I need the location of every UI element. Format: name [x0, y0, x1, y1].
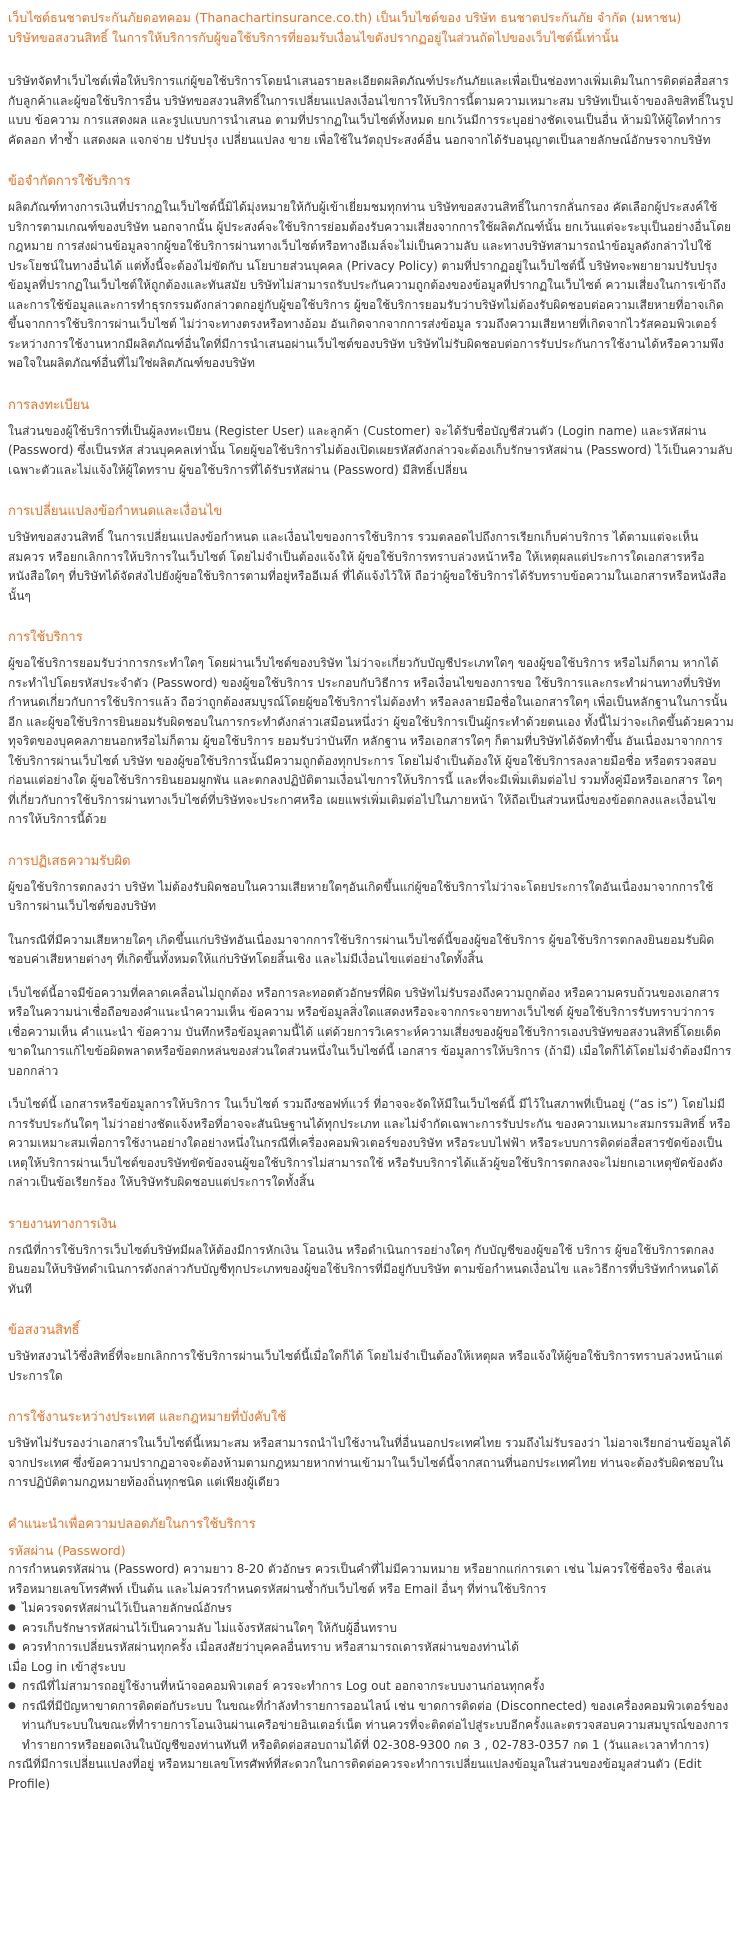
login-label: เมื่อ Log in เข้าสู่ระบบ — [8, 1659, 126, 1674]
section-heading: การใช้บริการ — [8, 630, 83, 645]
section-heading: ข้อสงวนสิทธิ์ — [8, 1323, 80, 1338]
section-paragraph: ผู้ขอใช้บริการตกลงว่า บริษัท ไม่ต้องรับผิดชอบในความเสียหายใดๆอันเกิดขึ้นแก่ผู้ขอใช้บริการไม่ว่าจะโดยประการใดอันเนื่องมาจากการใช้บริการผ่านเว็บไซต์ของบริษัท — [8, 879, 714, 913]
section-paragraph: กรณีที่การใช้บริการเว็บไซต์บริษัทมีผลให้ต้องมีการหักเงิน โอนเงิน หรือดำเนินการอย่างใดๆ กับบัญชีของผู้ขอใช้ บริการ ผู้ขอใช้บริการตกลงยินยอมให้บริษัทดำเนินการดังกล่าวกับบัญชีทุกประเภทของผู้ขอใช้บริการที่มีอยู่กับบริษัท ตามข้อกำหนดเงื่อนไข และวิธีการที่บริษัทกำหนดได้ทันที — [8, 1242, 719, 1296]
list-item: ● ควรทำการเปลี่ยนรหัสผ่านทุกครั้ง เมื่อสงสัยว่าบุคคลอื่นทราบ หรือสามารถเดารหัสผ่านของท่านได้ — [8, 1638, 734, 1658]
section-paragraph: ผลิตภัณฑ์ทางการเงินที่ปรากฏในเว็บไซต์นี้มิได้มุ่งหมายให้กับผู้เข้าเยี่ยมชมทุกท่าน บริษัทขอสงวนสิทธิ์ในการกลั่นกรอง คัดเลือกผู้ประสงค์ใช้บริการตามเกณฑ์ของบริษัท นอกจากนั้น ผู้ประสงค์จะใช้บริการย่อมต้องรับความเสี่ยงจากการใช้ผลิตภัณฑ์นั้น ยกเว้นแต่จะระบุเป็นอย่างอื่นโดยกฎหมาย การส่งผ่านข้อมูลจากผู้ขอใช้บริการผ่านทางเว็บไซต์หรือทางอีเมล์จะไม่เป็นความลับ และทางบริษัทสามารถนำข้อมูลดังกล่าวไปใช้ประโยชน์ในทางอื่นได้ แต่ทั้งนี้จะต้องไม่ขัดกับ นโยบายส่วนบุคคล (Privacy Policy) ตามที่ปรากฏอยู่ในเว็บไซต์นี้ บริษัทจะพยายามปรับปรุงข้อมูลที่ปรากฏในเว็บไซต์ให้ถูกต้องและทันสมัย บริษัทไม่สามารถรับประกันความถูกต้องของข้อมูลที่ปรากฏในเว็บไซต์ ความเสี่ยงในการเข้าถึงและการใช้ข้อมูลและการทำธุรกรรมดังกล่าวตกอยู่กับผู้ขอใช้บริการ ผู้ขอใช้บริการยอมรับว่าบริษัทไม่ต้องรับผิดชอบต่อความเสียหายที่อาจเกิดขึ้นจากการใช้บริการผ่านเว็บไซต์ ไม่ว่าจะทางตรงหรือทางอ้อม อันเกิดจากจากการส่งข้อมูล รวมถึงความเสียหายที่เกิดจากไวรัสคอมพิวเตอร์ ระหว่างการใช้งานหากมีผลิตภัณฑ์อื่นใดที่มีการนำเสนอผ่านเว็บไซต์ของบริษัท บริษัทไม่รับผิดชอบต่อการรับประกันการใช้งานได้หรือความพึงพอใจในผลิตภัณฑ์อื่นที่ไม่ใช่ผลิตภัณฑ์ของบริษัท — [8, 200, 732, 370]
intro-line-1: เว็บไซต์ธนชาตประกันภัยดอทคอม (Thanachartinsurance.co.th) เป็นเว็บไซต์ของ บริษัท ธนชาตประกันภัย จำกัด (มหาชน) — [8, 10, 682, 25]
profile-update-text: กรณีที่มีการเปลี่ยนแปลงที่อยู่ หรือหมายเลขโทรศัพท์ที่สะดวกในการติดต่อควรจะทำการเปลี่ยนแปลงข้อมูลในส่วนของข้อมูลส่วนตัว (Edit Profile) — [8, 1757, 702, 1791]
terms-sections — [8, 172, 734, 1493]
section-paragraph: ผู้ขอใช้บริการยอมรับว่าการกระทำใดๆ โดยผ่านเว็บไซต์ของบริษัท ไม่ว่าจะเกี่ยวกับบัญชีประเภทใดๆ ของผู้ขอใช้บริการ หรือไม่ก็ตาม หากได้กระทำไปโดยรหัสประจำตัว (Password) ของผู้ขอใช้บริการ ประกอบกับวิธีการ หรือเงื่อนไขของการขอ ใช้บริการและกระทำผ่านทางที่บริษัทกำหนดเกี่ยวกับการใช้บริการแล้ว ถือว่าถูกต้องสมบูรณ์โดยผู้ขอใช้บริการไม่ต้องทำ หรือลงลายมือชื่อในเอกสารใดๆ เพื่อเป็นหลักฐานในการนั้นอีก และผู้ขอใช้บริการยินยอมรับผิดชอบในการกระทำดังกล่าวเสมือนหนึ่งว่า ผู้ขอใช้บริการเป็นผู้กระทำด้วยตนเอง ทั้งนี้ไม่ว่าจะเกิดขึ้นด้วยความทุจริตของบุคคลภายนอกหรือไม่ก็ตาม ผู้ขอใช้บริการ ยอมรับว่าบันทึก หลักฐาน หรือเอกสารใดๆ ก็ตามที่บริษัทได้จัดทำขึ้น อันเนื่องมาจากการใช้บริการผ่านเว็บไซต์ บริษัท ของผู้ขอใช้บริการนั้นมีความถูกต้องทุกประการ โดยไม่จำเป็นต้องให้ ผู้ขอใช้บริการลงลายมือชื่อ หรือตรวจสอบก่อนแต่อย่างใด ผู้ขอใช้บริการยินยอมผูกพัน และตกลงปฏิบัติตามเงื่อนไขการให้บริการนี้ และที่จะมีเพิ่มเติมต่อไป รวมทั้งคู่มือหรือเอกสาร ใดๆ ที่เกี่ยวกับการใช้บริการผ่านทางเว็บไซต์ที่บริษัทจะประกาศหรือ เผยแพร่เพิ่มเติมต่อไปในภายหน้า ให้ถือเป็นส่วนหนึ่งของข้อตกลงและเงื่อนไขการให้บริการนี้ด้วย — [8, 656, 734, 826]
section-heading: รายงานทางการเงิน — [8, 1216, 117, 1232]
terms-section — [8, 1321, 734, 1386]
general-terms-text: บริษัทจัดทำเว็บไซต์เพื่อให้บริการแก่ผู้ขอใช้บริการโดยนำเสนอรายละเอียดผลิตภัณฑ์ประกันภัยและเพื่อเป็นช่องทางเพิ่มเติมในการติดต่อสื่อสารกับลูกค้าและผู้ขอใช้บริการอื่น บริษัทขอสงวนสิทธิ์ในการเปลี่ยนแปลงเงื่อนไขการให้บริการนี้ตามความเหมาะสม บริษัทเป็นเจ้าของลิขสิทธิ์ในรูปแบบ ข้อความ การแสดงผล และรูปแบบการนำเสนอ ตามที่ปรากฏในเว็บไซต์ทั้งหมด ยกเว้นมีการระบุอย่างชัดเจนเป็นอื่น ห้ามมิให้ผู้ใดทำการคัดลอก ทำซ้ำ แสดงผล แจกจ่าย ปรับปรุง เปลี่ยนแปลง ขาย เพื่อใช้ในวัตถุประสงค์อื่น นอกจากได้รับอนุญาตเป็นลายลักษณ์อักษรจากบริษัท — [8, 74, 734, 147]
section-paragraph: เว็บไซต์นี้ เอกสารหรือข้อมูลการให้บริการ ในเว็บไซต์ รวมถึงซอฟท์แวร์ ที่อาจจะจัดให้มีในเว็บไซต์นี้ มีไว้ในสภาพที่เป็นอยู่ (“as is”) โดยไม่มีการรับประกันใดๆ ไม่ว่าอย่างชัดแจ้งหรือที่อาจจะสันนิษฐานได้ทุกประเภท และไม่จำกัดเฉพาะการรับประกัน ของความเหมาะสมกรรมสิทธิ์ หรือความเหมาะสมเพื่อการใช้งานอย่างใดอย่างหนึ่งในกรณีที่เครื่องคอมพิวเตอร์ของบริษัท หรือระบบไฟฟ้า หรือระบบการติดต่อสื่อสารขัดข้องเป็นเหตุให้บริการผ่านเว็บไซต์ของบริษัทขัดข้องจนผู้ขอใช้บริการไม่สามารถใช้ หรือรับบริการได้แล้วผู้ขอใช้บริการตกลงจะไม่ยกเอาเหตุขัดข้องดังกล่าวเป็นข้อเรียกร้อง ให้บริษัทรับผิดชอบแต่ประการใดทั้งสิ้น — [8, 1097, 731, 1189]
terms-section — [8, 1215, 734, 1300]
section-paragraph: บริษัทไม่รับรองว่าเอกสารในเว็บไซต์นี้เหมาะสม หรือสามารถนำไปใช้งานในที่อื่นนอกประเทศไทย รวมถึงไม่รับรองว่า ไม่อาจเรียกอ่านข้อมูลได้จากประเทศ ซึ่งข้อความปรากฏอาจจะต้องห้ามตามกฎหมายหากท่านเข้ามาในเว็บไซต์นี้จากสถานที่นอกประเทศไทย ท่านจะต้องรับผิดชอบในการปฏิบัติตามกฎหมายท้องถิ่นทุกชนิด แต่เพียงผู้เดียว — [8, 1436, 731, 1489]
intro-line-2: บริษัทขอสงวนสิทธิ์ ในการให้บริการกับผู้ขอใช้บริการที่ยอมรับเงื่อนไขดังปรากฏอยู่ในส่วนถัดไปของเว็บไซต์นี้เท่านั้น — [8, 30, 619, 45]
terms-section — [8, 628, 734, 830]
security-section — [8, 1515, 734, 1795]
list-item: ● ไม่ควรจดรหัสผ่านไว้เป็นลายลักษณ์อักษร — [8, 1599, 734, 1619]
section-heading: ข้อจำกัดการใช้บริการ — [8, 174, 131, 189]
terms-section — [8, 852, 734, 1193]
security-heading: คำแนะนำเพื่อความปลอดภัยในการใช้บริการ — [8, 1516, 256, 1532]
section-paragraph: ในส่วนของผู้ใช้บริการที่เป็นผู้ลงทะเบียน (Register User) และลูกค้า (Customer) จะได้รับชื่อบัญชีส่วนตัว (Login name) และรหัสผ่าน (Password) ซึ่งเป็นรหัส ส่วนบุคคลเท่านั้น โดยผู้ขอใช้บริการไม่ต้องเปิดเผยรหัสดังกล่าวจะต้องเก็บรักษารหัสผ่าน (Password) ไว้เป็นความลับเฉพาะตัวและไม่แจ้งให้ผู้ใดทราบ ผู้ขอใช้บริการที่ได้รับรหัสผ่าน (Password) มีสิทธิ์เปลี่ยน — [8, 423, 733, 477]
terms-section — [8, 1408, 734, 1493]
section-paragraph: บริษัทสงวนไว้ซึ่งสิทธิ์ที่จะยกเลิกการใช้บริการผ่านเว็บไซต์นี้เมื่อใดก็ได้ โดยไม่จำเป็นต้องให้เหตุผล หรือแจ้งให้ผู้ขอใช้บริการทราบล่วงหน้าแต่ประการใด — [8, 1349, 723, 1383]
section-paragraph: บริษัทขอสงวนสิทธิ์ ในการเปลี่ยนแปลงข้อกำหนด และเงื่อนไขของการใช้บริการ รวมตลอดไปถึงการเรียกเก็บค่าบริการ ได้ตามแต่จะเห็นสมควร หรือยกเลิกการให้บริการในเว็บไซต์ โดยไม่จำเป็นต้องแจ้งให้ ผู้ขอใช้บริการทราบล่วงหน้าหรือ ให้เหตุผลแต่ประการใดเอกสารหรือหนังสือใดๆ ที่บริษัทได้จัดส่งไปยังผู้ขอใช้บริการตามที่อยู่หรืออีเมล์ ที่ได้แจ้งไว้ให้ ถือว่าผู้ขอใช้บริการได้รับทราบข้อความในเอกสารหรือหนังสือนั้นๆ — [8, 530, 727, 603]
section-paragraph: เว็บไซต์นี้อาจมีข้อความที่คลาดเคลื่อนไม่ถูกต้อง หรือการละทอดตัวอักษรที่ผิด บริษัทไม่รับรองถึงความถูกต้อง หรือความครบถ้วนของเอกสารหรือในความน่าเชื่อถือของคำแนะนำความเห็น ข้อความ หรือข้อมูลสิ่งใดแสดงหรือจะจากกระจายทางเว็บไซต์ ผู้ขอใช้บริการรับทราบว่าการเชื่อความเห็น คำแนะนำ ข้อความ บันทึกหรือข้อมูลตามนี้ได้ แต่ด้วยการวิเคราะห์ความเสี่ยงของผู้ขอใช้บริการเองบริษัทขอสงวนสิทธิ์โดยเด็ดขาดในการแก้ไขข้อผิดพลาดหรือข้อตกหล่นของส่วนใดส่วนหนึ่งในเว็บไซต์นี้ เอกสาร ข้อมูลการให้บริการ (ถ้ามี) เมื่อใดก็ได้โดยไม่จำต้องมีการบอกกล่าว — [8, 985, 732, 1078]
section-heading: การเปลี่ยนแปลงข้อกำหนดและเงื่อนไข — [8, 504, 223, 519]
section-paragraph: ในกรณีที่มีความเสียหายใดๆ เกิดขึ้นแก่บริษัทอันเนื่องมาจากการใช้บริการผ่านเว็บไซต์นี้ของผู้ขอใช้บริการ ผู้ขอใช้บริการตกลงยินยอมรับผิดชอบค่าเสียหายต่างๆ ที่เกิดขึ้นทั้งหมดให้แก่บริษัทโดยสิ้นเชิง และไม่มีเงื่อนไขแต่อย่างใดทั้งสิ้น — [8, 932, 715, 966]
intro-block — [8, 8, 734, 48]
password-tips-list — [8, 1599, 734, 1658]
terms-section — [8, 502, 734, 606]
list-item: ● ควรเก็บรักษารหัสผ่านไว้เป็นความลับ ไม่แจ้งรหัสผ่านใดๆ ให้กับผู้อื่นทราบ — [8, 1619, 734, 1639]
terms-section — [8, 396, 734, 481]
section-heading: การปฏิเสธความรับผิด — [8, 853, 131, 869]
section-heading: การใช้งานระหว่างประเทศ และกฎหมายที่บังคับใช้ — [8, 1410, 287, 1425]
list-item: ● กรณีที่ไม่สามารถอยู่ใช้งานที่หน้าจอคอมพิวเตอร์ ควรจะทำการ Log out ออกจากระบบงานก่อนทุกครั้ง — [8, 1677, 734, 1697]
login-tips-list — [8, 1677, 734, 1755]
terms-section — [8, 172, 734, 374]
password-subheading: รหัสผ่าน (Password) — [8, 1542, 126, 1558]
list-item: ● กรณีที่มีปัญหาขาดการติดต่อกับระบบ ในขณะที่กำลังทำรายการออนไลน์ เช่น ขาดการติดต่อ (Disconnected) ของเครื่องคอมพิวเตอร์ของท่านกับระบบในขณะที่ทำรายการโอนเงินผ่านเครือข่ายอินเตอร์เน็ต ท่านควรที่จะติดต่อไปสู่ระบบอีกครั้งและตรวจสอบความสมบูรณ์ของการทำรายการหรือยอดเงินในบัญชีของท่านทันที หรือติดต่อสอบถามได้ที่ 02-308-9300 กด 3 , 02-783-0357 กด 1 (วันและเวลาทำการ) — [8, 1697, 734, 1756]
password-intro-text: การกำหนดรหัสผ่าน (Password) ความยาว 8-20 ตัวอักษร ควรเป็นคำที่ไม่มีความหมาย หรือยากแก่การเดา เช่น ไม่ควรใช้ชื่อจริง ชื่อเล่น หรือหมายเลขโทรศัพท์ เป็นต้น และไม่ควรกำหนดรหัสผ่านซ้ำกับเว็บไซต์ หรือ Email อื่นๆ ที่ท่านใช้บริการ — [8, 1562, 711, 1596]
section-heading: การลงทะเบียน — [8, 397, 90, 413]
